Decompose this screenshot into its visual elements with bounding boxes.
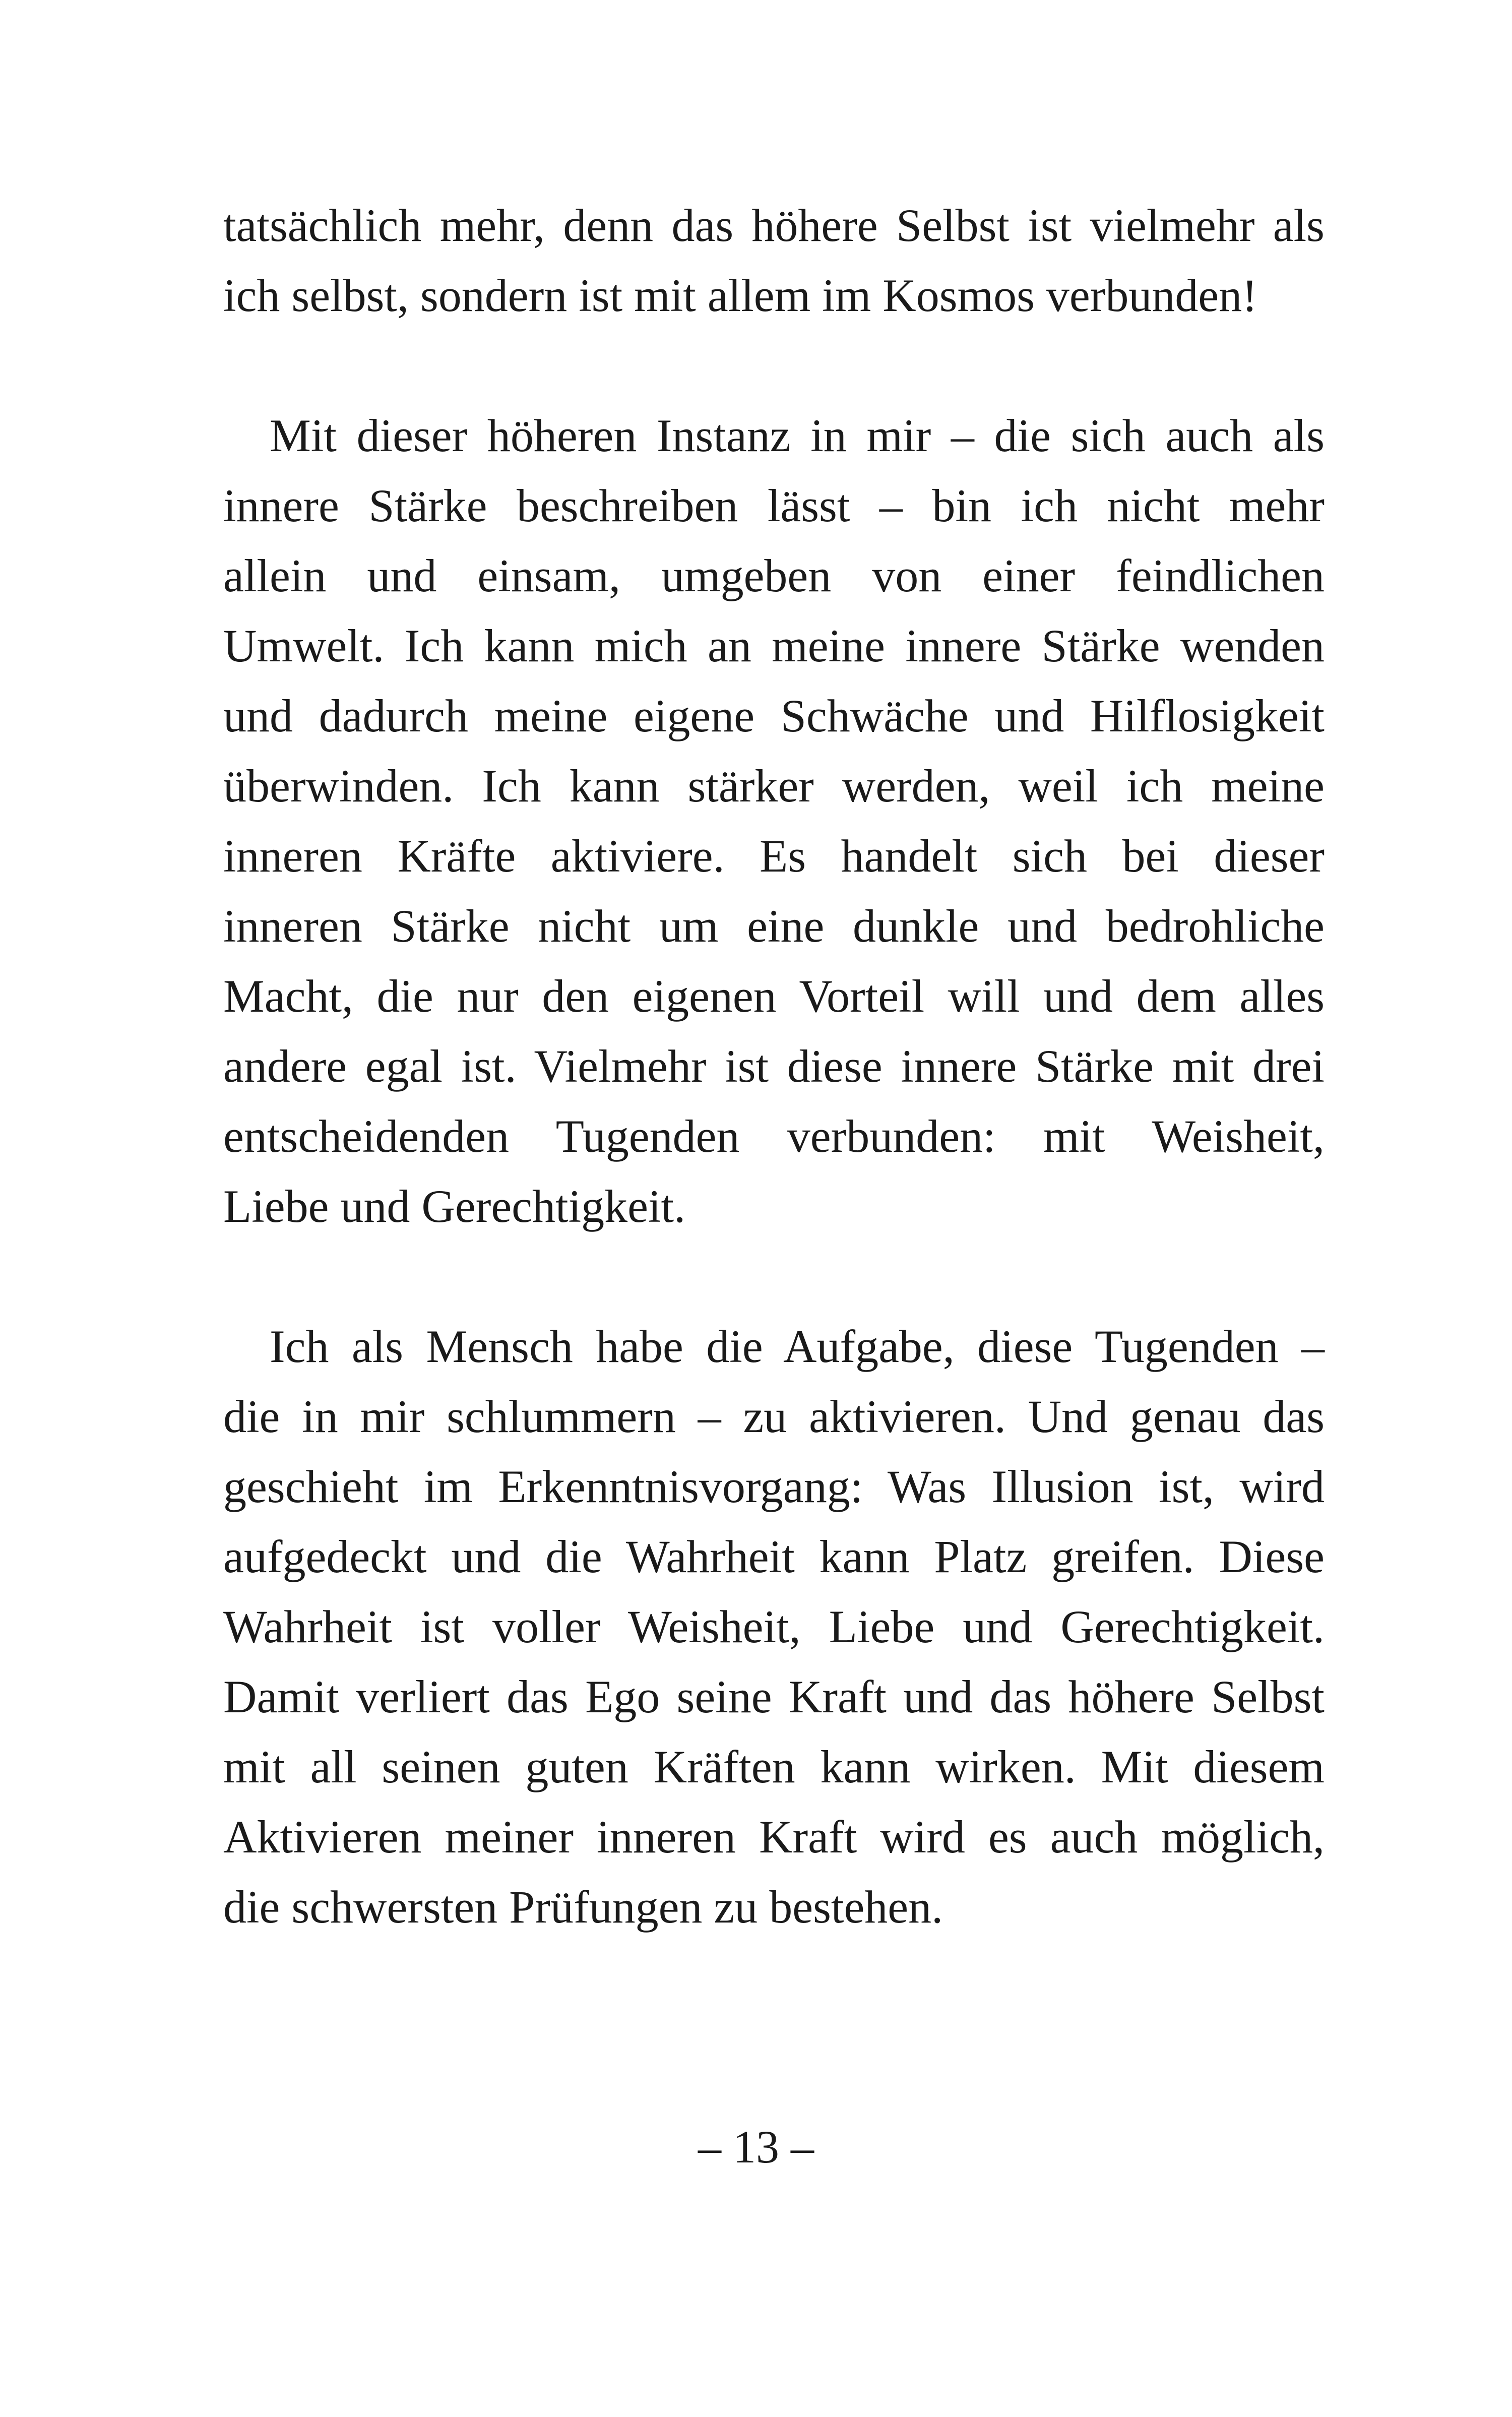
text-line: Macht, die nur den eigenen Vorteil will und dem alles: [223, 970, 1325, 1022]
text-line: die schwersten Prüfungen zu bestehen.: [223, 1881, 943, 1933]
text-line: mit all seinen guten Kräften kann wirken. Mit diesem: [223, 1741, 1325, 1792]
text-line: inneren Stärke nicht um eine dunkle und bedrohliche: [223, 900, 1325, 952]
text-line: inneren Kräfte aktiviere. Es handelt sich bei dieser: [223, 830, 1325, 882]
text-line: und dadurch meine eigene Schwäche und Hilflosigkeit: [223, 690, 1325, 741]
paragraph-2: [223, 401, 1325, 1242]
text-line: Umwelt. Ich kann mich an meine innere Stärke wenden: [223, 620, 1325, 671]
text-line: Ich als Mensch habe die Aufgabe, diese Tugenden –: [270, 1321, 1325, 1372]
text-line: Mit dieser höheren Instanz in mir – die sich auch als: [270, 410, 1325, 461]
text-line: ich selbst, sondern ist mit allem im Kosmos verbunden!: [223, 270, 1257, 321]
paragraph-3: [223, 1312, 1325, 1942]
text-line: tatsächlich mehr, denn das höhere Selbst ist vielmehr als: [223, 200, 1325, 251]
text-line: Wahrheit ist voller Weisheit, Liebe und Gerechtigkeit.: [223, 1601, 1325, 1652]
text-line: andere egal ist. Vielmehr ist diese innere Stärke mit drei: [223, 1040, 1325, 1092]
text-line: die in mir schlummern – zu aktivieren. Und genau das: [223, 1391, 1325, 1442]
text-line: entscheidenden Tugenden verbunden: mit Weisheit,: [223, 1110, 1325, 1162]
text-line: überwinden. Ich kann stärker werden, weil ich meine: [223, 760, 1325, 812]
text-line: aufgedeckt und die Wahrheit kann Platz greifen. Diese: [223, 1531, 1325, 1582]
text-line: Aktivieren meiner inneren Kraft wird es auch möglich,: [223, 1811, 1325, 1863]
body-text: [223, 191, 1325, 1942]
page-number: – 13 –: [698, 2121, 814, 2173]
text-line: innere Stärke beschreiben lässt – bin ich nicht mehr: [223, 480, 1325, 531]
text-line: geschieht im Erkenntnisvorgang: Was Illusion ist, wird: [223, 1461, 1325, 1512]
text-line: Liebe und Gerechtigkeit.: [223, 1181, 686, 1232]
paragraph-1: [223, 191, 1325, 331]
text-line: allein und einsam, umgeben von einer feindlichen: [223, 550, 1325, 601]
text-line: Damit verliert das Ego seine Kraft und das höhere Selbst: [223, 1671, 1325, 1722]
